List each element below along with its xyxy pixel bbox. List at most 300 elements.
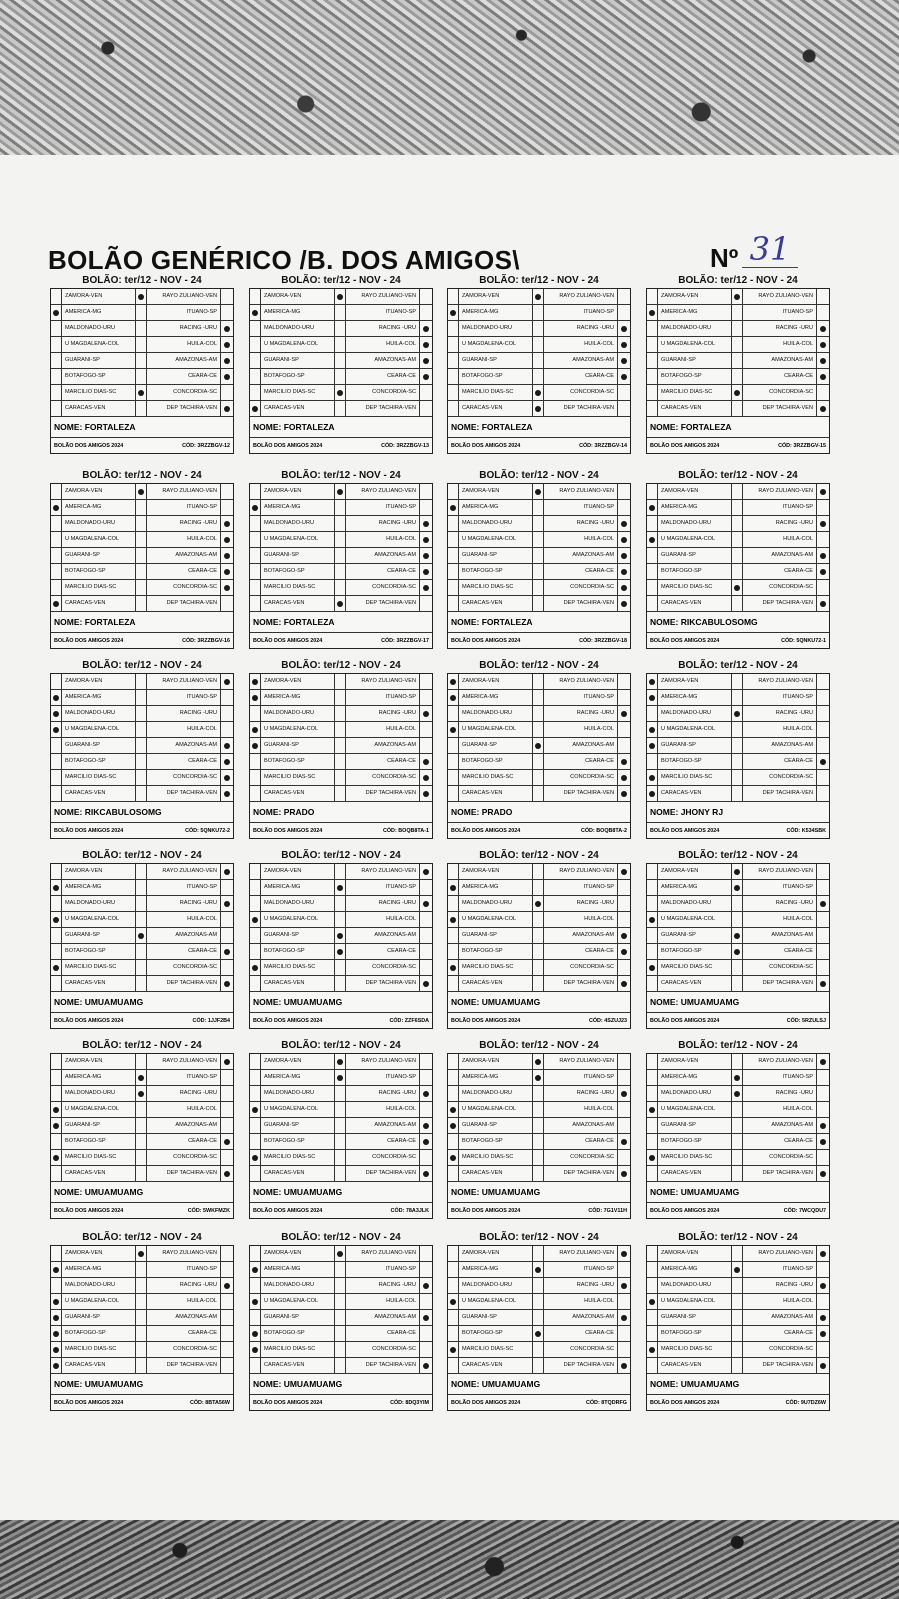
card-heading: BOLÃO: ter/12 - NOV - 24 [678,1232,798,1243]
home-pick-cell [647,1054,658,1069]
match-row [51,944,233,960]
draw-pick-cell [335,548,346,563]
card-footer-label: BOLÃO DOS AMIGOS 2024 [253,1399,323,1406]
home-pick-cell [51,864,62,879]
home-team: GUARANI-SP [261,738,335,753]
pick-mark-dot [224,1283,230,1289]
home-pick-cell [448,706,459,721]
away-pick-cell [817,1086,828,1101]
match-row [250,548,432,564]
pick-mark-dot [252,406,258,412]
away-pick-cell [817,1070,828,1085]
match-row [448,754,630,770]
match-row [647,1294,829,1310]
home-pick-cell [448,674,459,689]
match-row [51,369,233,385]
match-row [51,500,233,516]
away-pick-cell [420,690,431,705]
draw-pick-cell [335,564,346,579]
match-row [51,722,233,738]
betting-card [249,1232,433,1417]
match-row [51,1246,233,1262]
away-pick-cell [817,289,828,304]
away-pick-cell [221,690,232,705]
card-player-name: NOME: UMUAMUAMG [51,1374,233,1395]
home-team: AMERICA-MG [261,500,335,515]
away-team: RAYO ZULIANO-VEN [743,484,817,499]
pick-mark-dot [138,933,144,939]
home-pick-cell [448,1246,459,1261]
home-team: AMERICA-MG [658,690,732,705]
pick-mark-dot [820,981,826,987]
draw-pick-cell [732,369,743,384]
draw-pick-cell [533,1134,544,1149]
draw-pick-cell [732,960,743,975]
card-footer [647,1013,829,1028]
away-team: HUILA-COL [147,337,221,352]
home-pick-cell [647,385,658,400]
home-pick-cell [448,1134,459,1149]
match-row [250,1358,432,1374]
card-code: CÓD: 3RZZBGV-18 [579,637,627,644]
draw-pick-cell [136,500,147,515]
home-team: U MAGDALENA-COL [658,532,732,547]
card-code: CÓD: ZZF6SDA [389,1017,429,1024]
card-footer [51,633,233,648]
away-pick-cell [221,1118,232,1133]
draw-pick-cell [533,786,544,801]
away-pick-cell [817,928,828,943]
card-player-name: NOME: UMUAMUAMG [51,1182,233,1203]
pick-mark-dot [621,711,627,717]
pick-mark-dot [649,505,655,511]
betting-card [249,275,433,460]
pick-mark-dot [337,601,343,607]
away-team: ITUANO-SP [346,880,420,895]
paper-sheet [0,155,899,1520]
pick-mark-dot [53,965,59,971]
card-heading: BOLÃO: ter/12 - NOV - 24 [281,275,401,286]
card-footer [448,633,630,648]
draw-pick-cell [533,1278,544,1293]
draw-pick-cell [732,580,743,595]
away-pick-cell [817,1246,828,1261]
pick-mark-dot [423,537,429,543]
pick-mark-dot [337,1075,343,1081]
card-heading: BOLÃO: ter/12 - NOV - 24 [281,470,401,481]
draw-pick-cell [533,976,544,991]
away-pick-cell [817,500,828,515]
home-team: U MAGDALENA-COL [261,532,335,547]
away-pick-cell [618,880,629,895]
away-pick-cell [420,1118,431,1133]
away-pick-cell [221,1310,232,1325]
pick-mark-dot [423,775,429,781]
match-row [250,580,432,596]
pick-mark-dot [450,1155,456,1161]
home-pick-cell [250,337,261,352]
card-footer-label: BOLÃO DOS AMIGOS 2024 [54,1399,124,1406]
away-pick-cell [221,912,232,927]
away-pick-cell [221,944,232,959]
away-pick-cell [221,960,232,975]
draw-pick-cell [732,1150,743,1165]
away-team: HUILA-COL [743,532,817,547]
away-team: CONCORDIA-SC [743,960,817,975]
home-team: CARACAS-VEN [459,1166,533,1181]
away-team: ITUANO-SP [743,690,817,705]
card-heading: BOLÃO: ter/12 - NOV - 24 [82,1040,202,1051]
away-pick-cell [221,1102,232,1117]
away-team: ITUANO-SP [147,500,221,515]
home-pick-cell [51,337,62,352]
pick-mark-dot [621,981,627,987]
away-pick-cell [817,305,828,320]
pick-mark-dot [53,711,59,717]
pick-mark-dot [649,917,655,923]
home-team: BOTAFOGO-SP [658,754,732,769]
pick-mark-dot [649,727,655,733]
match-row [448,385,630,401]
away-pick-cell [420,1326,431,1341]
match-row [448,912,630,928]
card-code: CÓD: BOQB8TA-1 [382,827,429,834]
away-team: HUILA-COL [147,722,221,737]
home-team: MALDONADO-URU [261,516,335,531]
home-team: ZAMORA-VEN [459,1246,533,1261]
away-team: DEP TACHIRA-VEN [346,976,420,991]
away-pick-cell [221,880,232,895]
away-team: RAYO ZULIANO-VEN [544,1246,618,1261]
draw-pick-cell [533,401,544,416]
pick-mark-dot [820,901,826,907]
match-row [250,690,432,706]
home-team: MALDONADO-URU [261,706,335,721]
card-player-name: NOME: UMUAMUAMG [250,992,432,1013]
draw-pick-cell [732,337,743,352]
away-team: RACING -URU [743,321,817,336]
away-pick-cell [817,596,828,611]
pick-mark-dot [252,1267,258,1273]
home-pick-cell [448,722,459,737]
draw-pick-cell [335,1166,346,1181]
home-team: CARACAS-VEN [261,786,335,801]
away-pick-cell [618,596,629,611]
pick-mark-dot [734,585,740,591]
away-team: HUILA-COL [743,1294,817,1309]
away-pick-cell [618,1246,629,1261]
betting-card [646,660,830,845]
match-row [51,754,233,770]
match-row [51,864,233,880]
betting-card [447,1040,631,1225]
match-row [647,401,829,417]
betting-card [50,275,234,460]
home-team: U MAGDALENA-COL [62,1102,136,1117]
card-table [447,673,631,839]
home-team: U MAGDALENA-COL [658,912,732,927]
home-team: MARCILIO DIAS-SC [62,385,136,400]
betting-card [646,275,830,460]
card-code: CÓD: K534SBK [786,827,826,834]
draw-pick-cell [136,1118,147,1133]
pick-mark-dot [820,1283,826,1289]
betting-card [447,470,631,655]
pick-mark-dot [820,759,826,765]
match-row [647,369,829,385]
draw-pick-cell [335,337,346,352]
away-team: ITUANO-SP [346,690,420,705]
pick-mark-dot [423,1315,429,1321]
home-team: AMERICA-MG [62,500,136,515]
home-team: GUARANI-SP [658,353,732,368]
match-row [250,786,432,802]
home-team: MARCILIO DIAS-SC [261,770,335,785]
away-pick-cell [420,944,431,959]
home-pick-cell [647,1246,658,1261]
betting-card [447,1232,631,1417]
home-pick-cell [647,770,658,785]
pick-mark-dot [621,553,627,559]
match-row [250,385,432,401]
card-footer-label: BOLÃO DOS AMIGOS 2024 [650,637,720,644]
home-pick-cell [250,289,261,304]
pick-mark-dot [224,537,230,543]
pick-mark-dot [621,1315,627,1321]
home-team: GUARANI-SP [261,1118,335,1133]
home-team: BOTAFOGO-SP [459,1134,533,1149]
away-team: CONCORDIA-SC [544,385,618,400]
home-pick-cell [448,289,459,304]
draw-pick-cell [136,385,147,400]
draw-pick-cell [335,516,346,531]
match-row [51,321,233,337]
card-heading: BOLÃO: ter/12 - NOV - 24 [82,275,202,286]
card-footer-label: BOLÃO DOS AMIGOS 2024 [54,442,124,449]
home-pick-cell [647,1278,658,1293]
draw-pick-cell [335,1070,346,1085]
pick-mark-dot [423,342,429,348]
home-team: BOTAFOGO-SP [658,1326,732,1341]
draw-pick-cell [533,960,544,975]
pick-mark-dot [53,601,59,607]
match-row [51,1118,233,1134]
draw-pick-cell [136,1262,147,1277]
draw-pick-cell [533,1054,544,1069]
match-row [250,1262,432,1278]
home-team: ZAMORA-VEN [658,484,732,499]
match-row [250,1278,432,1294]
draw-pick-cell [533,1118,544,1133]
away-team: RAYO ZULIANO-VEN [346,289,420,304]
home-team: MARCILIO DIAS-SC [261,1150,335,1165]
draw-pick-cell [335,896,346,911]
away-team: CEARA-CE [346,564,420,579]
home-pick-cell [448,864,459,879]
away-team: RAYO ZULIANO-VEN [544,289,618,304]
pick-mark-dot [252,679,258,685]
pick-mark-dot [820,601,826,607]
away-pick-cell [618,580,629,595]
away-team: CEARA-CE [743,369,817,384]
draw-pick-cell [136,321,147,336]
pick-mark-dot [820,1139,826,1145]
home-pick-cell [647,1326,658,1341]
draw-pick-cell [136,1358,147,1373]
home-team: MARCILIO DIAS-SC [62,770,136,785]
pick-mark-dot [423,1091,429,1097]
away-pick-cell [420,353,431,368]
card-player-name: NOME: FORTALEZA [51,417,233,438]
away-pick-cell [618,1310,629,1325]
home-pick-cell [448,353,459,368]
pick-mark-dot [53,1315,59,1321]
match-row [448,1246,630,1262]
draw-pick-cell [136,1134,147,1149]
match-row [250,928,432,944]
home-pick-cell [647,690,658,705]
draw-pick-cell [335,596,346,611]
pick-mark-dot [224,521,230,527]
away-pick-cell [817,674,828,689]
away-team: DEP TACHIRA-VEN [743,1166,817,1181]
match-row [647,1326,829,1342]
away-team: CONCORDIA-SC [544,1150,618,1165]
away-team: AMAZONAS-AM [743,1310,817,1325]
home-pick-cell [250,928,261,943]
draw-pick-cell [136,401,147,416]
home-pick-cell [250,580,261,595]
draw-pick-cell [732,1118,743,1133]
away-pick-cell [420,548,431,563]
match-row [51,1358,233,1374]
home-pick-cell [448,1118,459,1133]
away-team: ITUANO-SP [544,690,618,705]
match-row [250,337,432,353]
draw-pick-cell [533,353,544,368]
home-team: MALDONADO-URU [459,321,533,336]
away-team: RACING -URU [346,516,420,531]
away-team: RACING -URU [743,706,817,721]
card-table [249,483,433,649]
card-footer [250,633,432,648]
pick-mark-dot [53,1363,59,1369]
card-code: CÓD: 5RZULSJ [786,1017,826,1024]
away-pick-cell [618,1278,629,1293]
away-team: AMAZONAS-AM [544,1310,618,1325]
draw-pick-cell [335,976,346,991]
home-pick-cell [51,548,62,563]
draw-pick-cell [732,754,743,769]
card-table [50,1245,234,1411]
card-footer-label: BOLÃO DOS AMIGOS 2024 [54,637,124,644]
away-team: HUILA-COL [544,1102,618,1117]
away-team: DEP TACHIRA-VEN [346,1166,420,1181]
away-team: HUILA-COL [743,912,817,927]
match-row [647,1358,829,1374]
match-row [51,1326,233,1342]
away-pick-cell [817,976,828,991]
card-footer-label: BOLÃO DOS AMIGOS 2024 [451,637,521,644]
home-pick-cell [51,1294,62,1309]
pick-mark-dot [53,727,59,733]
pick-mark-dot [337,933,343,939]
pick-mark-dot [535,1331,541,1337]
away-team: HUILA-COL [346,722,420,737]
home-team: MALDONADO-URU [62,896,136,911]
pick-mark-dot [423,569,429,575]
pick-mark-dot [450,727,456,733]
home-team: AMERICA-MG [261,305,335,320]
match-row [250,1150,432,1166]
home-pick-cell [448,786,459,801]
match-row [448,564,630,580]
home-pick-cell [647,337,658,352]
pick-mark-dot [224,949,230,955]
away-pick-cell [817,912,828,927]
pick-mark-dot [224,374,230,380]
home-team: MARCILIO DIAS-SC [261,385,335,400]
pick-mark-dot [649,743,655,749]
home-team: U MAGDALENA-COL [459,912,533,927]
draw-pick-cell [335,1246,346,1261]
draw-pick-cell [533,674,544,689]
match-row [448,770,630,786]
match-row [448,532,630,548]
match-row [250,976,432,992]
card-footer [448,823,630,838]
card-heading: BOLÃO: ter/12 - NOV - 24 [281,850,401,861]
draw-pick-cell [335,754,346,769]
card-player-name: NOME: UMUAMUAMG [448,1374,630,1395]
draw-pick-cell [335,532,346,547]
match-row [647,864,829,880]
draw-pick-cell [533,596,544,611]
draw-pick-cell [136,1102,147,1117]
draw-pick-cell [732,976,743,991]
away-pick-cell [817,1166,828,1181]
match-row [647,1054,829,1070]
away-team: AMAZONAS-AM [743,548,817,563]
away-pick-cell [618,321,629,336]
away-pick-cell [817,1118,828,1133]
pick-mark-dot [138,489,144,495]
away-pick-cell [420,754,431,769]
betting-card [50,850,234,1035]
home-pick-cell [51,289,62,304]
pick-mark-dot [820,358,826,364]
away-team: CEARA-CE [346,944,420,959]
away-team: RACING -URU [743,516,817,531]
home-team: BOTAFOGO-SP [62,944,136,959]
draw-pick-cell [533,944,544,959]
away-team: RACING -URU [743,896,817,911]
away-pick-cell [618,690,629,705]
home-team: MALDONADO-URU [459,896,533,911]
home-team: U MAGDALENA-COL [62,337,136,352]
home-pick-cell [647,500,658,515]
away-team: AMAZONAS-AM [743,928,817,943]
home-team: AMERICA-MG [261,1070,335,1085]
away-pick-cell [618,960,629,975]
card-footer-label: BOLÃO DOS AMIGOS 2024 [650,442,720,449]
away-pick-cell [817,353,828,368]
draw-pick-cell [335,1054,346,1069]
draw-pick-cell [335,960,346,975]
card-footer [51,1395,233,1410]
away-pick-cell [221,305,232,320]
draw-pick-cell [136,1166,147,1181]
